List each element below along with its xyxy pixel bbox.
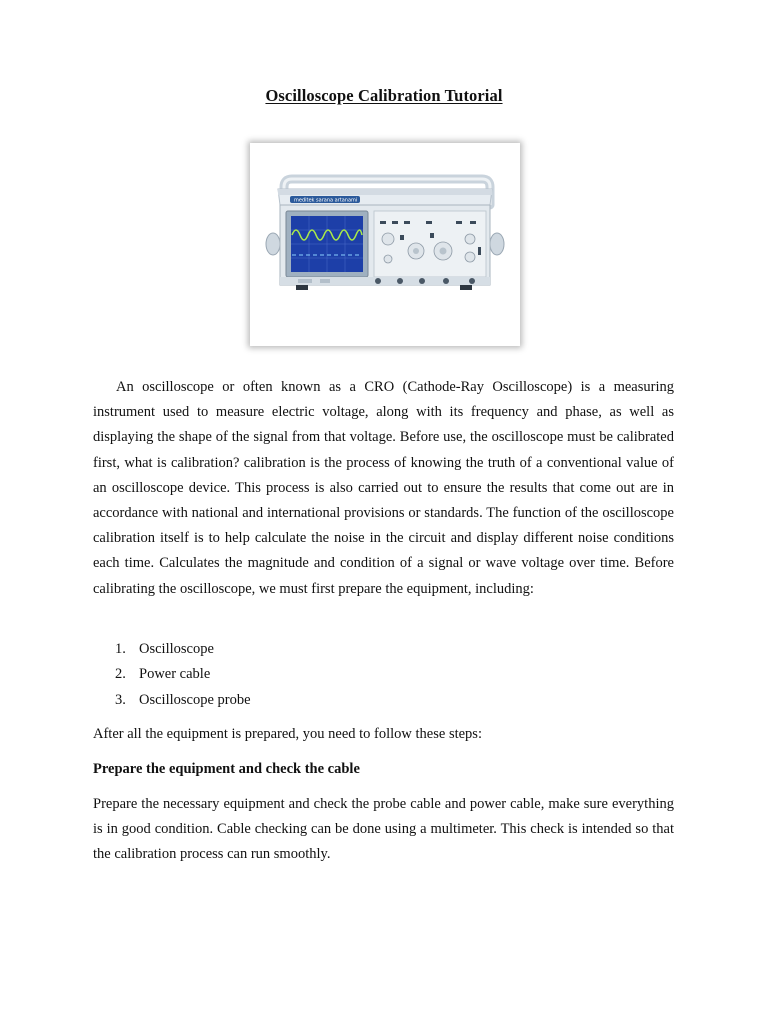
list-item: [93, 688, 674, 713]
list-item-text: Power cable: [139, 666, 211, 683]
intro-paragraph: An oscilloscope or often known as a CRO (Cathode-Ray Oscilloscope) is a measuring instrument used to measure electric voltage, along with its frequency and phase, as well as displaying the shape of the signal from that voltage. Before use, the oscilloscope must be calibrated first, what is calibration? calibration is the process of knowing the truth of a conventional value of an oscilloscope device. This process is also carried out to ensure the results that come out are in accordance with national and international provisions or standards. The function of the oscilloscope calibration itself is to help calculate the noise in the circuit and display different noise conditions each time. Calculates the magnitude and condition of a signal or wave voltage over time. Before calibrating the oscilloscope, we must first prepare the equipment, including:: [93, 379, 674, 597]
oscilloscope-photo-icon: [250, 143, 520, 346]
figure-brand-text: meditek sarana artanami: [294, 197, 358, 204]
list-item-text: Oscilloscope: [139, 641, 214, 657]
step-paragraph: Prepare the necessary equipment and check the probe cable and power cable, make sure everything is in good condition. Cable checking can be done using a multimeter. This check is intended so that the calibration process can run smoothly.: [93, 796, 674, 863]
list-item-number: 1.: [115, 641, 126, 657]
list-item: [93, 637, 674, 662]
step-heading: Prepare the equipment and check the cable: [93, 761, 360, 777]
oscilloscope-figure: [250, 143, 520, 346]
list-item: [93, 662, 674, 687]
document-title: Oscilloscope Calibration Tutorial: [265, 86, 503, 105]
equipment-list: [93, 637, 674, 713]
list-item-number: 2.: [115, 666, 126, 683]
after-list-paragraph: After all the equipment is prepared, you need to follow these steps:: [93, 726, 482, 742]
list-item-number: 3.: [115, 691, 126, 708]
list-item-text: Oscilloscope probe: [139, 691, 251, 708]
